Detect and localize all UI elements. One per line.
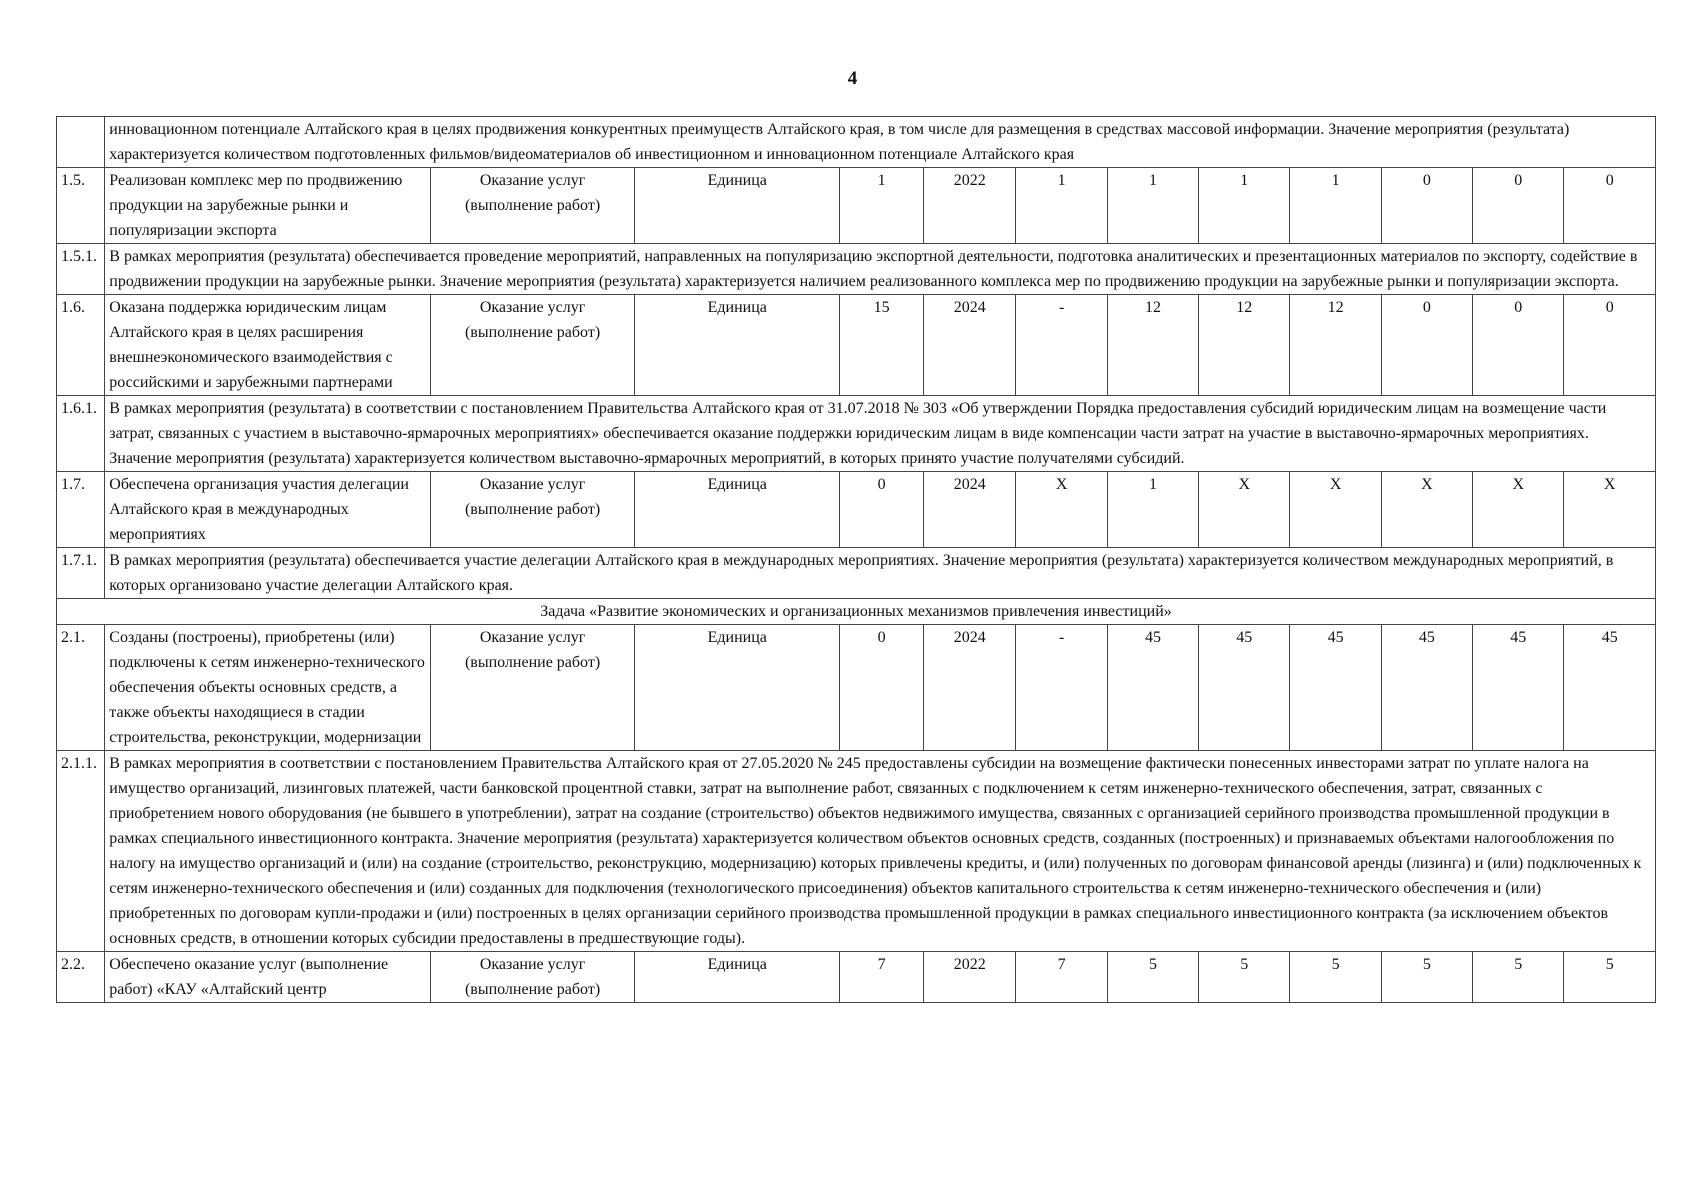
year-value-cell: 12: [1107, 295, 1198, 396]
page-number: 4: [847, 68, 858, 89]
result-name: Реализован комплекс мер по продвижению продукции на зарубежные рынки и популяризации экспорта: [105, 168, 430, 244]
base-value: 15: [840, 295, 924, 396]
year-value-cell: 1: [1199, 168, 1290, 244]
task-heading: Задача «Развитие экономических и организационных механизмов привлечения инвестиций»: [57, 599, 1656, 625]
year-value-cell: 5: [1473, 952, 1564, 1003]
row-number: 1.7.1.: [57, 548, 105, 599]
year-value-cell: 5: [1381, 952, 1472, 1003]
base-year: 2024: [924, 472, 1016, 548]
year-value-cell: 5: [1564, 952, 1656, 1003]
description-text: инновационном потенциале Алтайского края в целях продвижения конкурентных преимуществ Алтайского края, в том числе для размещения в средствах массовой информации. Значение мероприятия (результата) характеризуется количеством подготовленных фильмов/видеоматериалов об инвестиционном и инновационном потенциале Алтайского края: [105, 117, 1656, 168]
year-value-cell: 0: [1564, 168, 1656, 244]
result-name: Обеспечена организация участия делегации Алтайского края в международных мероприятиях: [105, 472, 430, 548]
description-text: В рамках мероприятия (результата) обеспечивается проведение мероприятий, направленных на популяризацию экспортной деятельности, подготовка аналитических и презентационных материалов по экспорту, содействие в продвижении продукции на зарубежные рынки. Значение мероприятия (результата) характеризуется наличием реализованного комплекса мер по продвижению продукции на зарубежные рынки и популяризации экспорта.: [105, 244, 1656, 295]
year-value-cell: 1: [1290, 168, 1381, 244]
unit-of-measure: Единица: [635, 168, 840, 244]
year-value-cell: 45: [1564, 625, 1656, 751]
year-value-cell: 45: [1107, 625, 1198, 751]
description-text: В рамках мероприятия в соответствии с постановлением Правительства Алтайского края от 27.05.2020 № 245 предоставлены субсидии на возмещение фактически понесенных инвесторами затрат по уплате налога на имущество организаций, лизинговых платежей, части банковской процентной ставки, затрат на выполнение работ, связанных с подключением к сетям инженерно-технического обеспечения, затрат, связанных с приобретением нового оборудования (не бывшего в употреблении), затрат на создание (строительство) объектов недвижимого имущества, связанных с организацией серийного производства промышленной продукции в рамках специального инвестиционного контракта. Значение мероприятия (результата) характеризуется количеством объектов основных средств, созданных (построенных) и признаваемых объектами налогообложения по налогу на имущество организаций и (или) на создание (строительство, реконструкцию, модернизацию) которых привлечены кредиты, и (или) полученных по договорам финансовой аренды (лизинга) и (или) подключенных к сетям инженерно-технического обеспечения и (или) созданных для подключения (технологического присоединения) объектов капитального строительства к сетям инженерно-технического обеспечения и (или) приобретенных по договорам купли-продажи и (или) построенных в целях организации серийного производства промышленной продукции в рамках специального инвестиционного контракта (за исключением объектов основных средств, в отношении которых субсидии предоставлены в предшествующие годы).: [105, 751, 1656, 952]
base-value: 1: [840, 168, 924, 244]
year-value-cell: 0: [1381, 168, 1472, 244]
result-row: [57, 168, 1656, 244]
year-value-cell: 0: [1564, 295, 1656, 396]
result-kind: Оказание услуг (выполнение работ): [430, 625, 635, 751]
description-row: [57, 117, 1656, 168]
results-table: [56, 116, 1656, 1003]
description-row: [57, 396, 1656, 472]
row-number: 1.5.: [57, 168, 105, 244]
result-kind: Оказание услуг (выполнение работ): [430, 295, 635, 396]
year-value-cell: 45: [1473, 625, 1564, 751]
year-value-cell: 5: [1107, 952, 1198, 1003]
year-value-cell: 1: [1107, 168, 1198, 244]
result-name: Созданы (построены), приобретены (или) подключены к сетям инженерно-технического обеспечения объекты основных средств, а также объекты находящиеся в стадии строительства, реконструкции, модернизации: [105, 625, 430, 751]
row-number: 1.6.: [57, 295, 105, 396]
base-year: 2024: [924, 625, 1016, 751]
year-value-cell: X: [1199, 472, 1290, 548]
year-value-cell: 45: [1381, 625, 1472, 751]
description-text: В рамках мероприятия (результата) в соответствии с постановлением Правительства Алтайского края от 31.07.2018 № 303 «Об утверждении Порядка предоставления субсидий юридическим лицам на возмещение части затрат, связанных с участием в выставочно-ярмарочных мероприятиях» обеспечивается оказание поддержки юридическим лицам в виде компенсации части затрат на участие в выставочно-ярмарочных мероприятиях. Значение мероприятия (результата) характеризуется количеством выставочно-ярмарочных мероприятий, в которых принято участие получателями субсидий.: [105, 396, 1656, 472]
row-number: 2.2.: [57, 952, 105, 1003]
row-number: 1.6.1.: [57, 396, 105, 472]
year-value-cell: 5: [1199, 952, 1290, 1003]
year-value-cell: -: [1016, 295, 1107, 396]
row-number: 2.1.: [57, 625, 105, 751]
base-value: 0: [840, 625, 924, 751]
unit-of-measure: Единица: [635, 625, 840, 751]
result-kind: Оказание услуг (выполнение работ): [430, 472, 635, 548]
result-name: Оказана поддержка юридическим лицам Алтайского края в целях расширения внешнеэкономического взаимодействия с российскими и зарубежными партнерами: [105, 295, 430, 396]
year-value-cell: 1: [1107, 472, 1198, 548]
description-row: [57, 751, 1656, 952]
year-value-cell: 12: [1199, 295, 1290, 396]
year-value-cell: 45: [1290, 625, 1381, 751]
year-value-cell: X: [1473, 472, 1564, 548]
result-row: [57, 295, 1656, 396]
year-value-cell: -: [1016, 625, 1107, 751]
base-year: 2022: [924, 168, 1016, 244]
year-value-cell: 1: [1016, 168, 1107, 244]
result-name: Обеспечено оказание услуг (выполнение работ) «КАУ «Алтайский центр: [105, 952, 430, 1003]
result-kind: Оказание услуг (выполнение работ): [430, 952, 635, 1003]
description-row: [57, 244, 1656, 295]
year-value-cell: X: [1016, 472, 1107, 548]
year-value-cell: 5: [1290, 952, 1381, 1003]
task-heading-row: [57, 599, 1656, 625]
base-value: 0: [840, 472, 924, 548]
unit-of-measure: Единица: [635, 472, 840, 548]
row-number: 2.1.1.: [57, 751, 105, 952]
row-number: 1.5.1.: [57, 244, 105, 295]
year-value-cell: 12: [1290, 295, 1381, 396]
year-value-cell: 45: [1199, 625, 1290, 751]
result-kind: Оказание услуг (выполнение работ): [430, 168, 635, 244]
base-year: 2022: [924, 952, 1016, 1003]
description-text: В рамках мероприятия (результата) обеспечивается участие делегации Алтайского края в международных мероприятиях. Значение мероприятия (результата) характеризуется количеством международных мероприятий, в которых организовано участие делегации Алтайского края.: [105, 548, 1656, 599]
year-value-cell: 0: [1473, 168, 1564, 244]
result-row: [57, 952, 1656, 1003]
table-body: [57, 117, 1656, 1003]
row-number: 1.7.: [57, 472, 105, 548]
result-row: [57, 625, 1656, 751]
year-value-cell: 0: [1473, 295, 1564, 396]
year-value-cell: X: [1381, 472, 1472, 548]
description-row: [57, 548, 1656, 599]
base-value: 7: [840, 952, 924, 1003]
year-value-cell: X: [1290, 472, 1381, 548]
base-year: 2024: [924, 295, 1016, 396]
year-value-cell: 0: [1381, 295, 1472, 396]
year-value-cell: 7: [1016, 952, 1107, 1003]
year-value-cell: X: [1564, 472, 1656, 548]
result-row: [57, 472, 1656, 548]
unit-of-measure: Единица: [635, 952, 840, 1003]
row-number: [57, 117, 105, 168]
unit-of-measure: Единица: [635, 295, 840, 396]
